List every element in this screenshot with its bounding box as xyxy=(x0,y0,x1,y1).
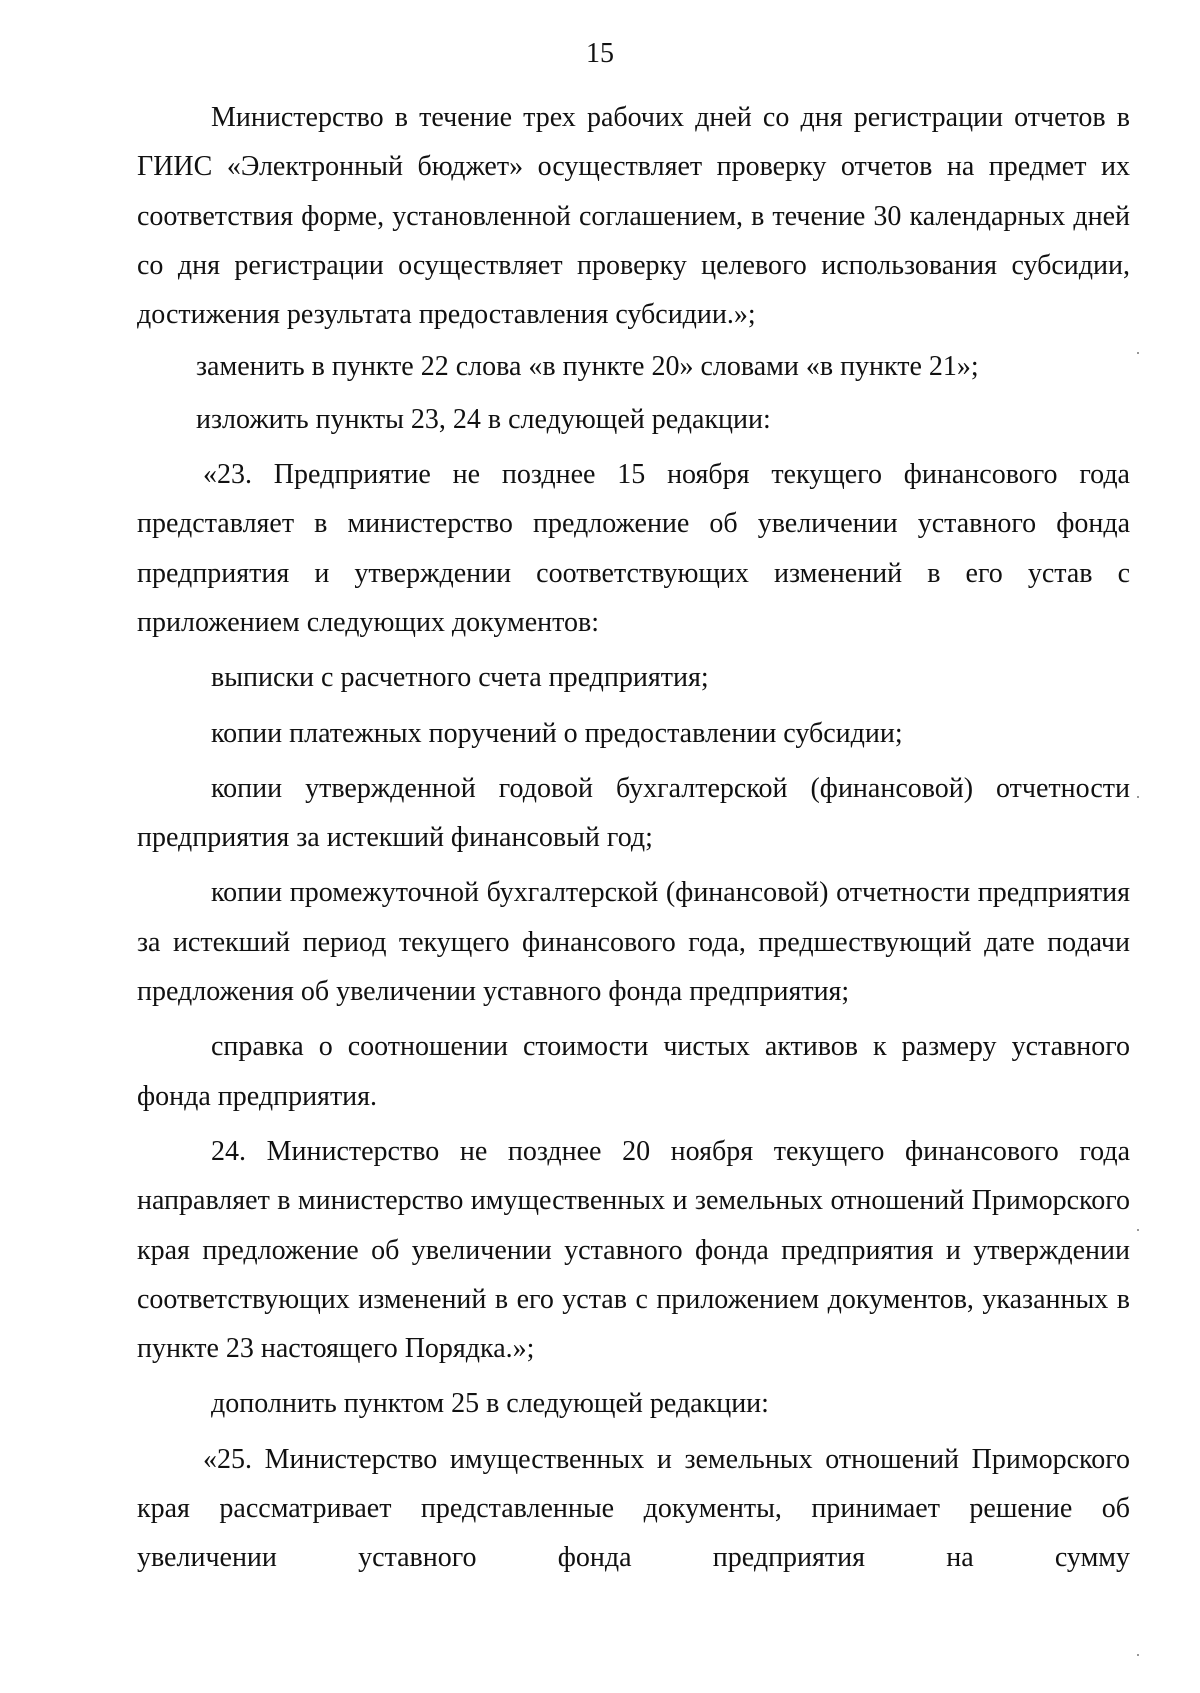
paragraph-doc-interim-report: копии промежуточной бухгалтерской (финансовой) отчетности предприятия за истекший период текущего финансового года, предшествующий дате подачи предложения об увеличении уставного фонда предприятия; xyxy=(137,877,1130,1008)
page-number: 15 xyxy=(586,38,614,69)
paragraph-doc-payment-orders: копии платежных поручений о предоставлении субсидии; xyxy=(211,717,903,749)
scan-speck xyxy=(1137,1654,1139,1656)
document-body xyxy=(137,93,1130,1583)
paragraph-item-23: «23. Предприятие не позднее 15 ноября текущего финансового года представляет в министерство предложение об увеличении уставного фонда предприятия и утверждении соответствующих изменений в его устав с приложением следующих документов: xyxy=(137,459,1130,638)
paragraph-item-25: «25. Министерство имущественных и земельных отношений Приморского края рассматривает представленные документы, принимает решение об увеличении уставного фонда предприятия на сумму xyxy=(137,1443,1130,1574)
paragraph-ministry-check: Министерство в течение трех рабочих дней со дня регистрации отчетов в ГИИС «Электронный бюджет» осуществляет проверку отчетов на предмет их соответствия форме, установленной соглашением, в течение 30 календарных дней со дня регистрации осуществляет проверку целевого использования субсидии, достижения результата предоставления субсидии.»; xyxy=(137,102,1130,331)
paragraph-doc-bank-statements: выписки с расчетного счета предприятия; xyxy=(211,662,709,694)
paragraph-doc-net-assets: справка о соотношении стоимости чистых активов к размеру уставного фонда предприятия. xyxy=(137,1031,1130,1112)
paragraph-replace-words: заменить в пункте 22 слова «в пункте 20» словами «в пункте 21»; xyxy=(196,351,979,383)
paragraph-add-item-25: дополнить пунктом 25 в следующей редакции: xyxy=(211,1388,769,1420)
paragraph-restate-items: изложить пункты 23, 24 в следующей редакции: xyxy=(196,403,771,435)
paragraph-doc-annual-report: копии утвержденной годовой бухгалтерской (финансовой) отчетности предприятия за истекший финансовый год; xyxy=(137,772,1130,854)
scan-speck xyxy=(1137,1229,1139,1231)
scan-speck xyxy=(1137,352,1139,354)
paragraph-item-24: 24. Министерство не позднее 20 ноября текущего финансового года направляет в министерство имущественных и земельных отношений Приморского края предложение об увеличении уставного фонда предприятия и утверждении соответствующих изменений в его устав с приложением документов, указанных в пункте 23 настоящего Порядка.»; xyxy=(137,1135,1130,1365)
scan-speck xyxy=(1137,796,1139,798)
